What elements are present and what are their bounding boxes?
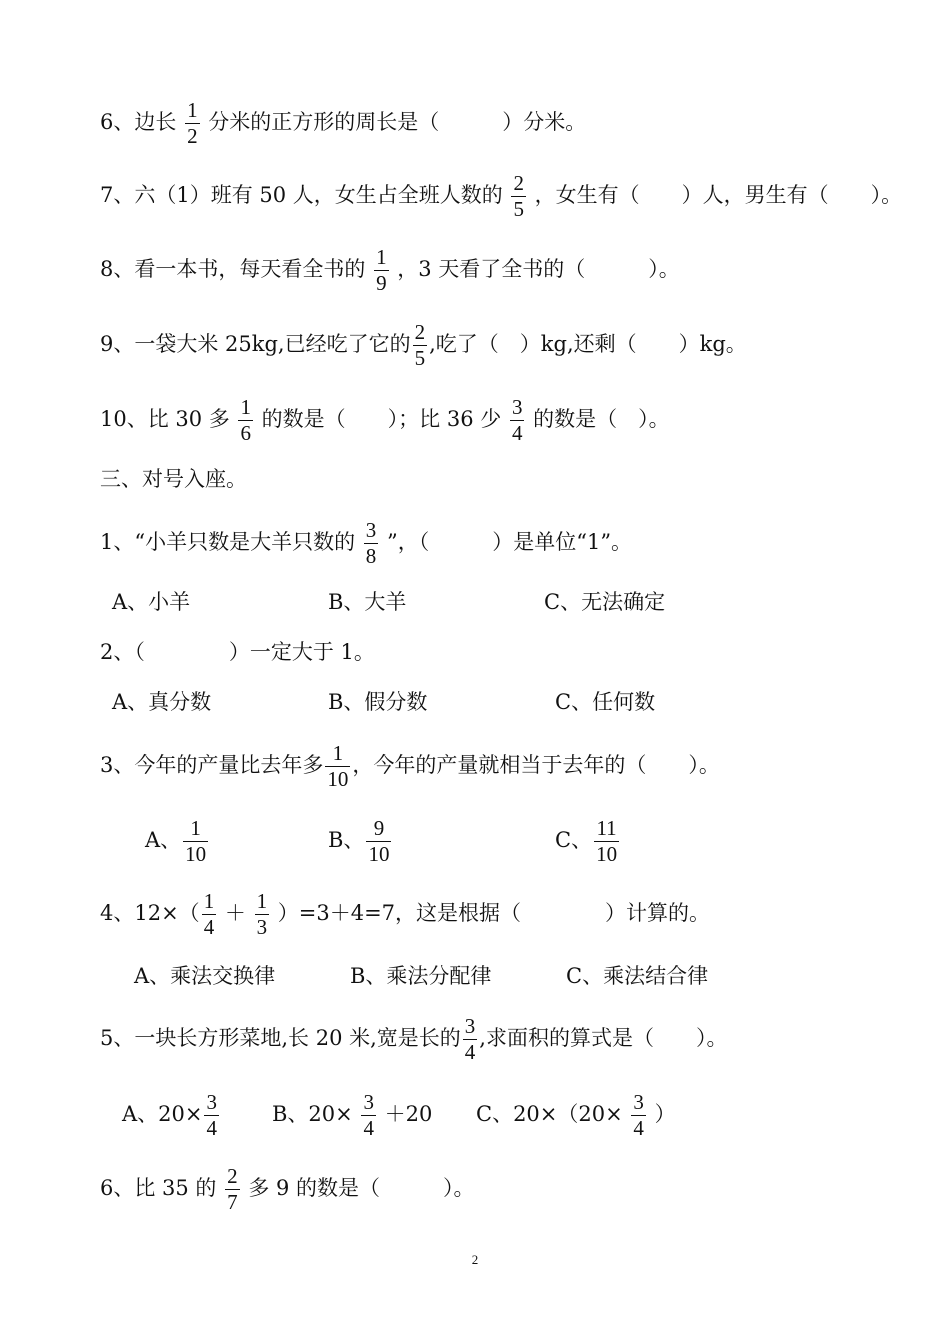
option-c <box>476 1092 676 1139</box>
option-c <box>566 966 708 987</box>
c3-text-a: 3、今年的产量比去年多 <box>100 753 324 777</box>
fraction: $\frac{3}{4}$ <box>511 395 523 445</box>
c6-text-a: 6、比 35 的 <box>100 1176 217 1200</box>
c5-text-b: ,求面积的算式是（ ）。 <box>479 1026 728 1050</box>
choice-question-2 <box>100 642 375 663</box>
c4-text-b: ）=3＋4=7，这是根据（ ）计算的。 <box>277 901 711 925</box>
option-text: C、无法确定 <box>544 590 666 614</box>
fraction: $\frac{3}{4}$ <box>464 1014 476 1064</box>
fraction: $\frac{1}{9}$ <box>376 245 387 295</box>
question-9 <box>100 322 747 369</box>
plus-sign: ＋ <box>224 901 246 925</box>
option-b <box>350 966 491 987</box>
q9-text-b: ,吃了（ ）kg,还剩（ ）kg。 <box>429 332 747 356</box>
fraction: $\frac{2}{5}$ <box>513 171 524 221</box>
option-label: C、 <box>555 828 593 852</box>
fraction: $\frac{1}{6}$ <box>240 395 251 445</box>
option-c <box>544 592 665 613</box>
option-text: ） <box>654 1102 676 1126</box>
q9-text-a: 9、一袋大米 25kg,已经吃了它的 <box>100 332 411 356</box>
q10-text-b: 的数是（ ）；比 36 少 <box>261 407 502 431</box>
fraction: $\frac{2}{5}$ <box>414 320 426 370</box>
option-a <box>145 818 210 865</box>
option-a <box>112 592 190 613</box>
option-c <box>555 692 655 713</box>
section-heading <box>100 469 247 490</box>
option-b <box>272 1092 432 1139</box>
choice-question-6 <box>100 1166 475 1213</box>
fraction: $\frac{1}{3}$ <box>256 889 268 939</box>
option-text: B、假分数 <box>328 690 428 714</box>
option-text: A、小羊 <box>112 590 191 614</box>
c4-text-a: 4、12×（ <box>100 901 200 925</box>
option-c <box>555 818 621 865</box>
option-a <box>134 966 275 987</box>
section-title: 三、对号入座。 <box>100 467 247 491</box>
q10-text-a: 10、比 30 多 <box>100 407 230 431</box>
option-text: ＋20 <box>384 1102 433 1126</box>
c2-text: 2、（ ）一定大于 1。 <box>100 640 375 664</box>
q8-text-a: 8、看一本书，每天看全书的 <box>100 257 366 281</box>
fraction: $\frac{3}{4}$ <box>633 1090 644 1140</box>
option-label: A、 <box>145 828 182 852</box>
option-b <box>328 818 393 865</box>
option-text: A、乘法交换律 <box>134 964 276 988</box>
option-label: B、 <box>328 828 365 852</box>
fraction: $\frac{3}{4}$ <box>206 1090 217 1140</box>
fraction: $\frac{11}{10}$ <box>596 816 618 866</box>
choice-question-4 <box>100 891 710 938</box>
question-10 <box>100 397 670 444</box>
fraction: $\frac{3}{8}$ <box>365 518 377 568</box>
question-7 <box>100 173 902 220</box>
choice-question-5 <box>100 1016 727 1063</box>
c3-text-b: ，今年的产量就相当于去年的（ ）。 <box>352 753 720 777</box>
option-a <box>122 1092 221 1139</box>
option-text: C、任何数 <box>555 690 656 714</box>
fraction: $\frac{2}{7}$ <box>227 1164 238 1214</box>
option-text: B、乘法分配律 <box>350 964 492 988</box>
c5-text-a: 5、一块长方形菜地,长 20 米,宽是长的 <box>100 1026 461 1050</box>
option-b <box>328 592 406 613</box>
option-label: C、20×（20× <box>476 1102 623 1126</box>
page-number: 2 <box>471 1252 479 1267</box>
choice-question-1 <box>100 520 632 567</box>
option-text: A、真分数 <box>112 690 212 714</box>
fraction: $\frac{9}{10}$ <box>368 816 390 866</box>
c6-text-b: 多 9 的数是（ ）。 <box>248 1176 475 1200</box>
option-b <box>328 692 427 713</box>
option-label: B、20× <box>272 1102 353 1126</box>
fraction: $\frac{3}{4}$ <box>363 1090 374 1140</box>
q8-text-b: ，3 天看了全书的（ ）。 <box>397 257 680 281</box>
fraction: $\frac{1}{4}$ <box>203 889 215 939</box>
option-text: C、乘法结合律 <box>566 964 709 988</box>
q6-text-a: 6、边长 <box>100 110 177 134</box>
q6-text-b: 分米的正方形的周长是（ ）分米。 <box>208 110 587 134</box>
c1-text-a: 1、“小羊只数是大羊只数的 <box>100 530 356 554</box>
c1-text-b: ”，（ ）是单位“1”。 <box>386 530 633 554</box>
option-label: A、20× <box>122 1102 203 1126</box>
question-6 <box>100 100 586 147</box>
fraction: $\frac{1}{10}$ <box>327 741 349 791</box>
q10-text-c: 的数是（ ）。 <box>533 407 670 431</box>
option-a <box>112 692 211 713</box>
fraction: $\frac{1}{2}$ <box>187 98 198 148</box>
option-text: B、大羊 <box>328 590 407 614</box>
q7-text-b: ，女生有（ ）人，男生有（ ）。 <box>534 183 903 207</box>
question-8 <box>100 247 680 294</box>
q7-text-a: 7、六（1）班有 50 人，女生占全班人数的 <box>100 183 503 207</box>
fraction: $\frac{1}{10}$ <box>185 816 207 866</box>
choice-question-3 <box>100 743 720 790</box>
